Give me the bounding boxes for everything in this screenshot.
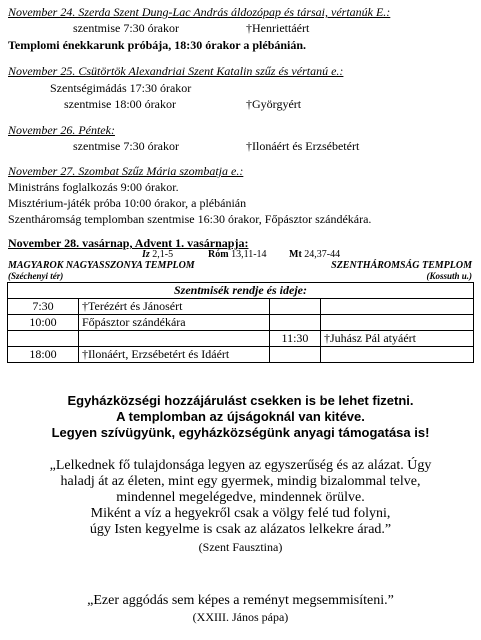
intention-cell: †Terézért és Jánosért bbox=[79, 299, 270, 315]
day-heading-thursday: November 25. Csütörtök Alexandriai Szent Katalin szűz és vértanú e.: bbox=[8, 64, 344, 78]
quote-line: „Ezer aggódás sem képes a reményt megsemmisíteni.” bbox=[87, 593, 394, 608]
church-right-name: SZENTHÁROMSÁG TEMPLOM bbox=[331, 260, 472, 271]
intention-cell bbox=[79, 331, 270, 347]
mass-intention: †Henriettáért bbox=[246, 21, 310, 35]
quote-author: (Szent Fausztina) bbox=[198, 540, 283, 554]
quote-line: mindennel megelégedve, mindennek örülve. bbox=[116, 490, 365, 505]
church-left-location: (Széchenyi tér) bbox=[8, 271, 64, 281]
event-line: Szentháromság templomban szentmise 16:30 órakor, Főpásztor szándékára. bbox=[8, 212, 372, 226]
mass-time: szentmise 18:00 órakor bbox=[64, 97, 176, 111]
time-cell-2 bbox=[270, 299, 321, 315]
quote-line: haladj át az életen, mint egy gyermek, mindig bizalommal telve, bbox=[60, 474, 421, 489]
quote-line: Miként a víz a hegyekről csak a völgy felé tud folyni, bbox=[90, 506, 391, 521]
time-cell: 10:00 bbox=[8, 315, 79, 331]
notice-line: A templomban az újságoknál van kitéve. bbox=[116, 409, 365, 424]
time-cell-2 bbox=[270, 315, 321, 331]
intention-cell-2 bbox=[321, 299, 474, 315]
day-heading-wednesday: November 24. Szerda Szent Dung-Lac András áldozópap és társai, vértanúk E.: bbox=[8, 5, 391, 19]
table-row bbox=[8, 315, 474, 331]
event-line: Ministráns foglalkozás 9:00 órakor. bbox=[8, 180, 179, 194]
adoration-time: Szentségimádás 17:30 órakor bbox=[50, 81, 192, 95]
time-cell: 18:00 bbox=[8, 347, 79, 363]
choir-rehearsal-note: Templomi énekkarunk próbája, 18:30 órakor a plébánián. bbox=[8, 38, 307, 52]
quote-line: úgy Isten kegyelme is csak az alázatos lelkekre árad.” bbox=[89, 522, 392, 537]
church-left-name: MAGYAROK NAGYASSZONYA TEMPLOM bbox=[8, 260, 195, 271]
table-row bbox=[8, 347, 474, 363]
time-cell: 7:30 bbox=[8, 299, 79, 315]
mass-intention: †Györgyért bbox=[246, 97, 302, 111]
mass-time: szentmise 7:30 órakor bbox=[73, 139, 179, 153]
mass-intention: †Ilonáért és Erzsébetért bbox=[246, 139, 360, 153]
day-heading-saturday: November 27. Szombat Szűz Mária szombatja e.: bbox=[8, 164, 244, 178]
mass-schedule-table bbox=[7, 282, 474, 363]
mass-time: szentmise 7:30 órakor bbox=[73, 21, 179, 35]
quote-line: „Lelkednek fő tulajdonsága legyen az egyszerűség és az alázat. Úgy bbox=[49, 458, 432, 473]
time-cell-2: 11:30 bbox=[270, 331, 321, 347]
intention-cell-2: †Juhász Pál atyáért bbox=[321, 331, 474, 347]
gospel-reading: Mt 24,37-44 bbox=[289, 249, 341, 260]
table-row bbox=[8, 331, 474, 347]
intention-cell-2 bbox=[321, 315, 474, 331]
schedule-header: Szentmisék rendje és ideje: bbox=[8, 283, 474, 299]
reading-1: Iz 2,1-5 bbox=[142, 249, 174, 260]
day-heading-friday: November 26. Péntek: bbox=[8, 123, 115, 137]
reading-2: Róm 13,11-14 bbox=[208, 249, 267, 260]
notice-line: Egyházközségi hozzájárulást csekken is be lehet fizetni. bbox=[67, 393, 414, 408]
quote-author: (XXIII. János pápa) bbox=[192, 610, 289, 624]
time-cell bbox=[8, 331, 79, 347]
intention-cell-2 bbox=[321, 347, 474, 363]
church-right-location: (Kossuth u.) bbox=[426, 271, 472, 281]
intention-cell: Főpásztor szándékára bbox=[79, 315, 270, 331]
notice-line: Legyen szívügyünk, egyházközségünk anyagi támogatása is! bbox=[51, 425, 430, 440]
table-row bbox=[8, 299, 474, 315]
sunday-heading: November 28. vasárnap, Advent 1. vasárnapja: bbox=[8, 236, 249, 250]
event-line: Misztérium-játék próba 10:00 órakor, a plébánián bbox=[8, 196, 247, 210]
intention-cell: †Ilonáért, Erzsébetért és Idáért bbox=[79, 347, 270, 363]
time-cell-2 bbox=[270, 347, 321, 363]
